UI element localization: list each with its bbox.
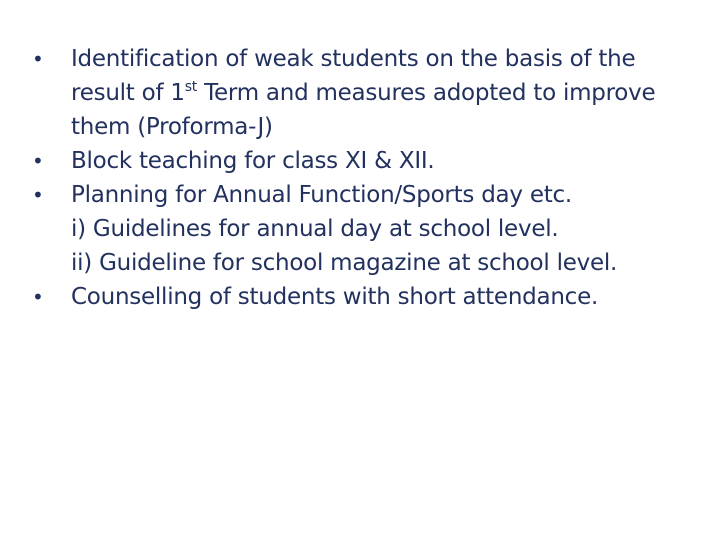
- bullet-item-weak-students: [32, 42, 702, 144]
- bullet-icon: •: [32, 183, 44, 207]
- bullet-text: Block teaching for class XI & XII.: [71, 148, 435, 174]
- bullet-icon: •: [32, 47, 44, 71]
- ordinal-superscript: st: [184, 79, 198, 95]
- bullet-item-block-teaching: [32, 144, 702, 178]
- bullet-text: Counselling of students with short attendance.: [71, 284, 599, 310]
- bullet-text-part: Term and measures adopted to improve them (Proforma-J): [71, 80, 656, 140]
- sub-item-school-magazine-guideline: ii) Guideline for school magazine at school level.: [71, 250, 618, 276]
- bullet-text-part: Identification of weak students on the basis of the result of 1: [71, 46, 636, 106]
- bullet-item-counselling: [32, 280, 702, 314]
- bullet-icon: •: [32, 285, 44, 309]
- bullet-list: [32, 42, 702, 314]
- bullet-text: Planning for Annual Function/Sports day etc.: [71, 182, 572, 208]
- bullet-item-planning-annual-function: [32, 178, 702, 280]
- bullet-icon: •: [32, 149, 44, 173]
- sub-item-annual-day-guidelines: i) Guidelines for annual day at school level.: [71, 216, 559, 242]
